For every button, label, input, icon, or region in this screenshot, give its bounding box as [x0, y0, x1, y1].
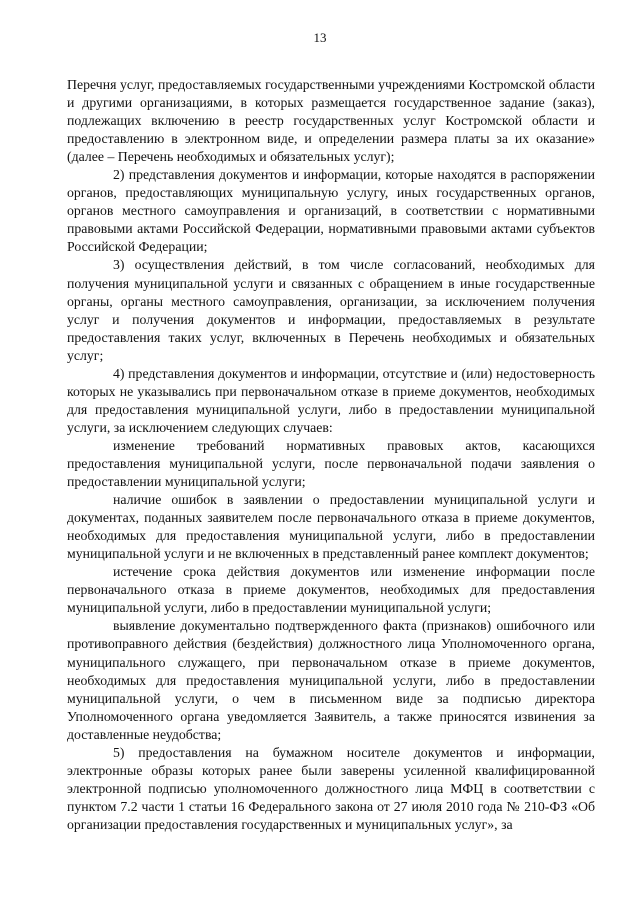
paragraph-case-misconduct: выявление документально подтвержденного факта (признаков) ошибочного или противоправного действия (бездействия) должностного лица Уполномоченного органа, муниципального служащего, при первоначальном отказе в приеме документов, необходимых для предоставления муниципальной услуги, либо в предоставлении муниципальной услуги, о чем в письменном виде за подписью директора Уполномоченного органа уведомляется Заявитель, а также приносятся извинения за доставленные неудобства; — [67, 618, 595, 742]
page-number: 13 — [313, 30, 327, 45]
paragraph-item-2: 2) представления документов и информации, которые находятся в распоряжении органов, предоставляющих муниципальную услугу, иных государственных органов, органов местного самоуправления и организаций, в соответствии с нормативными правовыми актами Российской Федерации, нормативными правовыми актами субъектов Российской Федерации; — [67, 167, 595, 255]
document-body — [67, 76, 595, 834]
paragraph-case-errors: наличие ошибок в заявлении о предоставлении муниципальной услуги и документах, поданных заявителем после первоначального отказа в приеме документов, необходимых для предоставления муниципальной услуги, либо в предоставлении муниципальной услуги и не включенных в представленный ранее комплект документов; — [67, 492, 595, 562]
paragraph-item-3: 3) осуществления действий, в том числе согласований, необходимых для получения муниципальной услуги и связанных с обращением в иные государственные органы, органы местного самоуправления, организации, за исключением получения услуг и получения документов и информации, предоставляемых в результате предоставления таких услуг, включенных в Перечень необходимых и обязательных услуг; — [67, 257, 595, 363]
paragraph-case-requirements-change: изменение требований нормативных правовых актов, касающихся предоставления муниципальной услуги, после первоначальной подачи заявления о предоставлении муниципальной услуги; — [67, 437, 595, 490]
paragraph-item-4: 4) представления документов и информации, отсутствие и (или) недостоверность которых не указывались при первоначальном отказе в приеме документов, необходимых для предоставления муниципальной услуги, либо в предоставлении муниципальной услуги, за исключением следующих случаев: — [67, 365, 595, 435]
paragraph-item-5: 5) предоставления на бумажном носителе документов и информации, электронные образы которых ранее были заверены усиленной квалифицированной электронной подписью уполномоченного должностного лица МФЦ в соответствии с пунктом 7.2 части 1 статьи 16 Федерального закона от 27 июля 2010 года № 210-ФЗ «Об организации предоставления государственных и муниципальных услуг», за — [67, 744, 595, 832]
paragraph-perechen-continuation: Перечня услуг, предоставляемых государственными учреждениями Костромской области и другими организациями, в которых размещается государственное задание (заказ), подлежащих включению в реестр государственных услуг Костромской области и предоставлению в электронном виде, и определении размера платы за их оказание» (далее – Перечень необходимых и обязательных услуг); — [67, 77, 595, 165]
paragraph-case-expiry: истечение срока действия документов или изменение информации после первоначального отказа в приеме документов, необходимых для предоставления муниципальной услуги, либо в предоставлении муниципальной услуги; — [67, 564, 595, 616]
